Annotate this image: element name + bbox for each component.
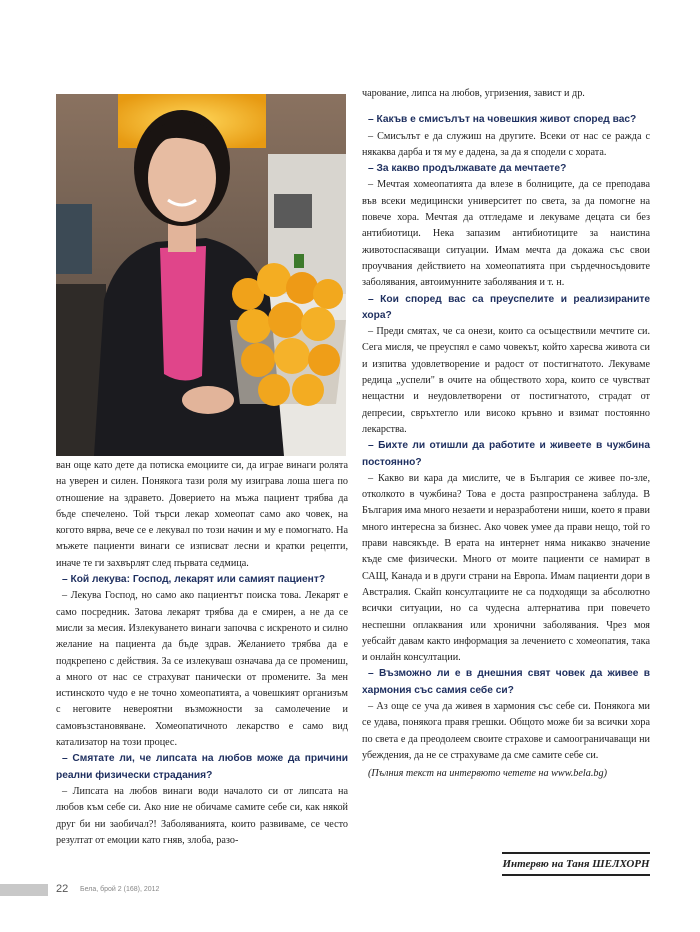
interview-photo	[56, 94, 346, 456]
question-meaning-of-life: – Какъв е смисълът на човешкия живот според вас?	[368, 114, 637, 126]
answer-lack-of-love: – Липсата на любов винаги води началото си от липсата на любов към себе си. Ако ние не обичаме самите себе си, как някой друг би ни заобичал?! Заболяванията, които развиваме, се често резултат от емоции като гняв, злоба, разо-	[56, 785, 348, 846]
question-harmony: – Възможно ли е в днешния свят човек да живее в хармония със самия себе си?	[362, 668, 650, 696]
page-number: 22	[56, 883, 69, 895]
question-dreams: – За какво продължавате да мечтаете?	[368, 163, 567, 175]
full-text-note: (Пълния текст на интервюто четете на www.bela.bg)	[368, 768, 607, 780]
answer-meaning-of-life: – Смисълът е да служиш на другите. Всеки от нас се ражда с някаква дарба и тя му е дадена, за да я сподели с хората.	[362, 130, 650, 158]
left-column	[56, 458, 348, 849]
answer-harmony: – Аз още се уча да живея в хармония със себе си. Понякога ми се удава, понякога правя грешки. Общото може би за всички хора по света е да преодолеем своите страхове и самоограничаващи ни убеждения, да не се страхуваме да сме самите себе си.	[362, 700, 650, 761]
answer-live-abroad: – Какво ви кара да мислите, че в България се живее по-зле, отколкото в чужбина? Това е доста разпространена заблуда. В България има много незаети и неразработени ниши, което я прави много интересна за бизнес. Ако човек умее да прави нещо, той го прави навсякъде. В ерата на интернет няма никакво значение къде сме физически. Много от моите пациенти се намират в САЩ, Канада и в други страни на Европа. Имам пациенти дори в Австралия. Скайп консултациите не са подходящи за абсолютно всички ситуации, но са чудесна алтернатива при повечето неспешни оплаквания или хронични заболявания. Чрез моя уебсайт давам както информация за лечението с хомеопатия, така и онлайн консултации.	[362, 472, 650, 664]
answer-successful-people: – Преди смятах, че са онези, които са осъществили мечтите си. Сега мисля, че преуспял е само човекът, който харесва живота си и изпитва удовлетворение и радост от постигнатото. Лекуваме редица „успели" в очите на обществото хора, които се чувстват нещастни и неудовлетворени от постигнатото, страдат от депресии, свръхтегло или високо кръвно и взимат постоянно лекарства.	[362, 326, 650, 435]
answer-dreams: – Мечтая хомеопатията да влезе в болниците, да се преподава във всеки медицински университет по света, за да помогне на повече хора. Мечтая да отгледаме и лекуваме децата си без антибиотици. Нека запазим антибиотиците за наистина животоспасяващи ситуации. Имам мечта да докажа със свои проучвания действието на хомеопатията при сърдечносъдовите заболявания, автоимунните заболявания и т. н.	[362, 179, 650, 289]
question-lack-of-love: – Смятате ли, че липсата на любов може да причини реални физически страдания?	[56, 753, 348, 781]
issue-info: Бела, брой 2 (168), 2012	[80, 886, 160, 893]
page-number-bar	[0, 884, 48, 896]
answer-continuation: чарование, липса на любов, угризения, завист и др.	[362, 88, 585, 99]
right-column	[362, 86, 650, 782]
question-who-heals: – Кой лекува: Господ, лекарят или самият пациент?	[62, 574, 326, 586]
question-successful-people: – Кои според вас са преуспелите и реализираните хора?	[362, 293, 650, 321]
interviewer-credit: Интервю на Таня ШЕЛХОРН	[502, 852, 650, 876]
article-continuation: ван още като дете да потиска емоциите си, да играе винаги ролята на уверен и силен. Понякога тази роля му изиграва лоша шега по отношение на здравето. Доверието на мъжа пациент трябва да бъде спечелено. Той търси лекар хомеопат само ако човек, на когото вярва, вече се е лекувал по този начин и му е помогнато. На мъжете пациенти винаги се изписват лесни и кратки рецепти, иначе те ги захвърлят след първата седмица.	[56, 460, 348, 569]
portrait-illustration	[56, 94, 346, 456]
question-live-abroad: – Бихте ли отишли да работите и живеете в чужбина постоянно?	[362, 440, 650, 468]
answer-who-heals: – Лекува Господ, но само ако пациентът поиска това. Лекарят е само посредник. Затова лекарят трябва да е смирен, а не да се мисли за месия. Излекуването винаги започва с искреното и силно желание на пациента да бъде здрав. Желанието трябва да е подкрепено с действия. За се излекуваш означава да се промениш, а много от нас се страхуват панически от промените. За мен истинското чудо е не точно хомеопатията, а човешкият организъм с неговите невероятни възможности за самолечение и самовъзстановяване. Хомеопатичното лекарство е само вид катализатор на този процес.	[56, 590, 348, 749]
